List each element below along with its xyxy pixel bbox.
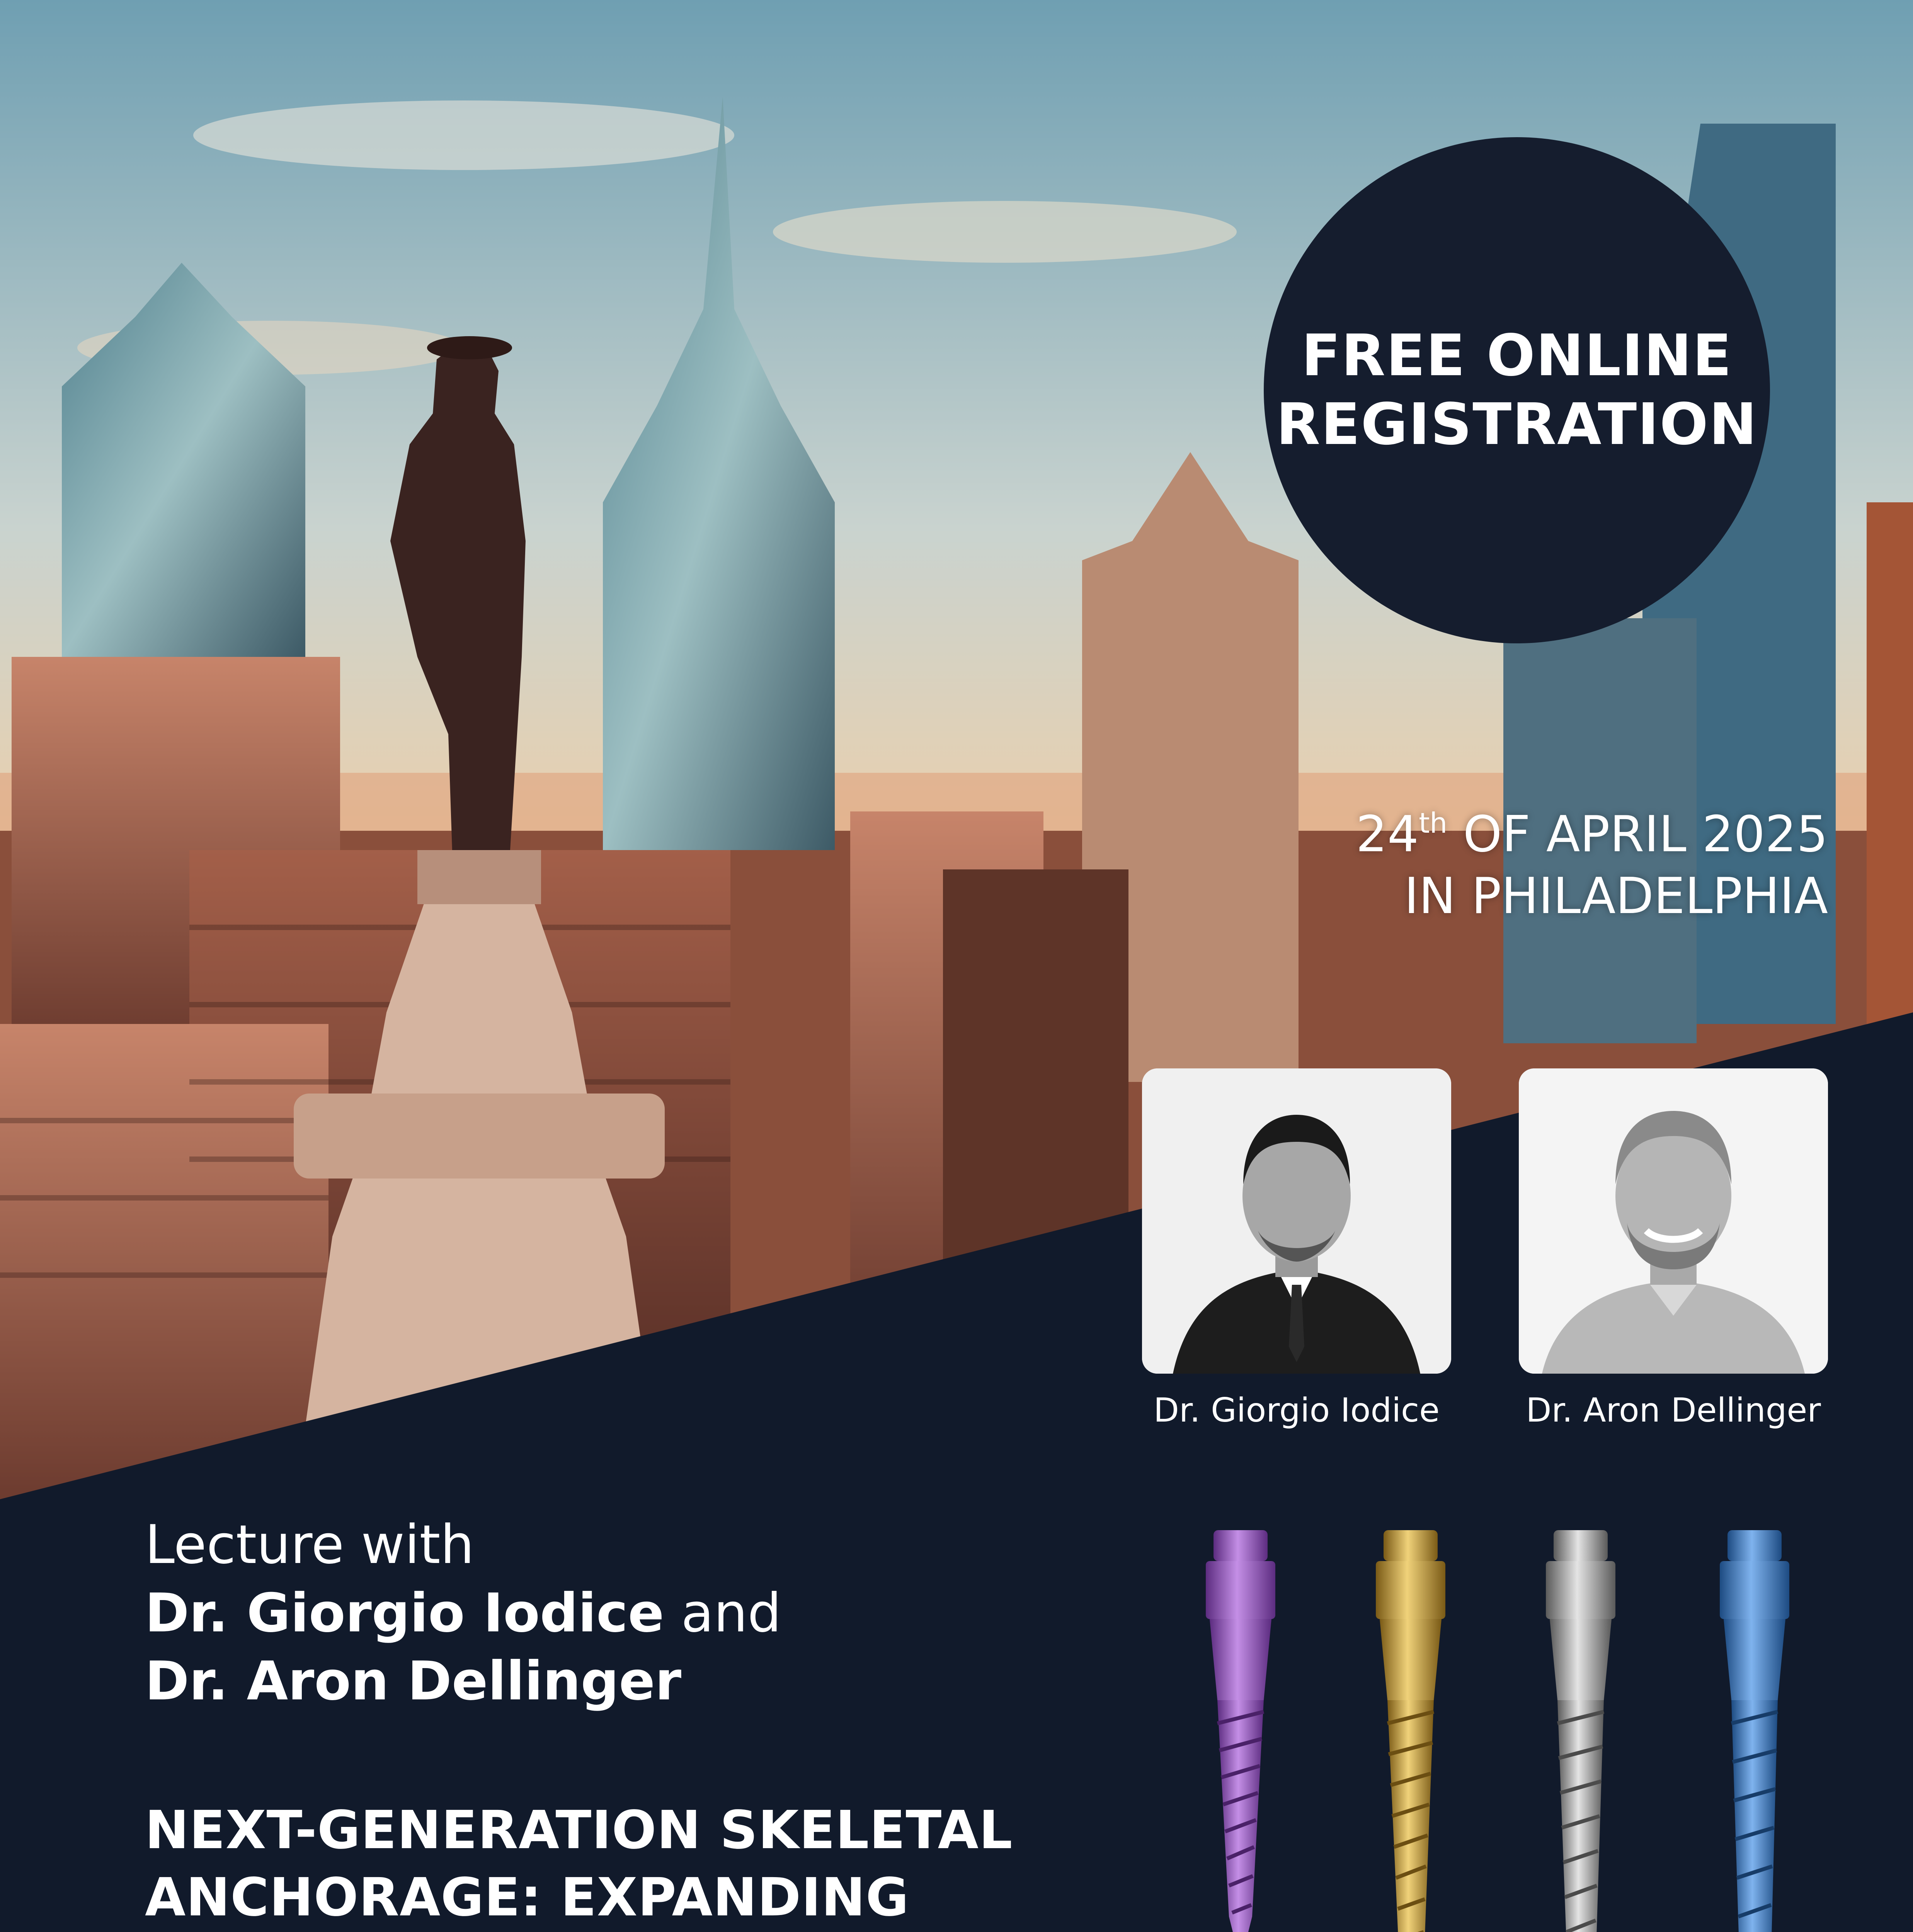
screw-blue	[1720, 1530, 1789, 1932]
title-line-1: NEXT-GENERATION SKELETAL	[145, 1800, 1013, 1861]
lecture-intro	[145, 1511, 781, 1716]
lecture-speaker-line-2: Dr. Aron Dellinger	[145, 1650, 682, 1713]
registration-line-1: FREE ONLINE	[1301, 322, 1733, 389]
screw-purple	[1206, 1530, 1275, 1932]
speaker-name-dellinger: Dr. Aron Dellinger	[1526, 1391, 1821, 1430]
event-place: IN PHILADELPHIA	[1404, 867, 1828, 925]
screw-gold	[1376, 1530, 1445, 1932]
speaker-photo-dellinger	[1519, 1068, 1828, 1374]
event-date: 24th OF APRIL 2025	[1356, 806, 1828, 863]
lecture-with-label: Lecture with	[145, 1514, 475, 1576]
screw-silver	[1546, 1530, 1615, 1932]
orthodontic-screws-image	[1190, 1530, 1847, 1932]
title-line-2: ANCHORAGE: EXPANDING	[145, 1867, 909, 1929]
event-date-place	[1356, 804, 1828, 927]
free-registration-badge[interactable]	[1264, 137, 1770, 643]
registration-line-2: REGISTRATION	[1276, 391, 1758, 457]
speaker-name-iodice: Dr. Giorgio Iodice	[1153, 1391, 1440, 1430]
lecture-title	[145, 1797, 1150, 1932]
speaker-photo-iodice	[1142, 1068, 1451, 1374]
lecture-speaker-line-1: Dr. Giorgio Iodice and	[145, 1582, 781, 1644]
